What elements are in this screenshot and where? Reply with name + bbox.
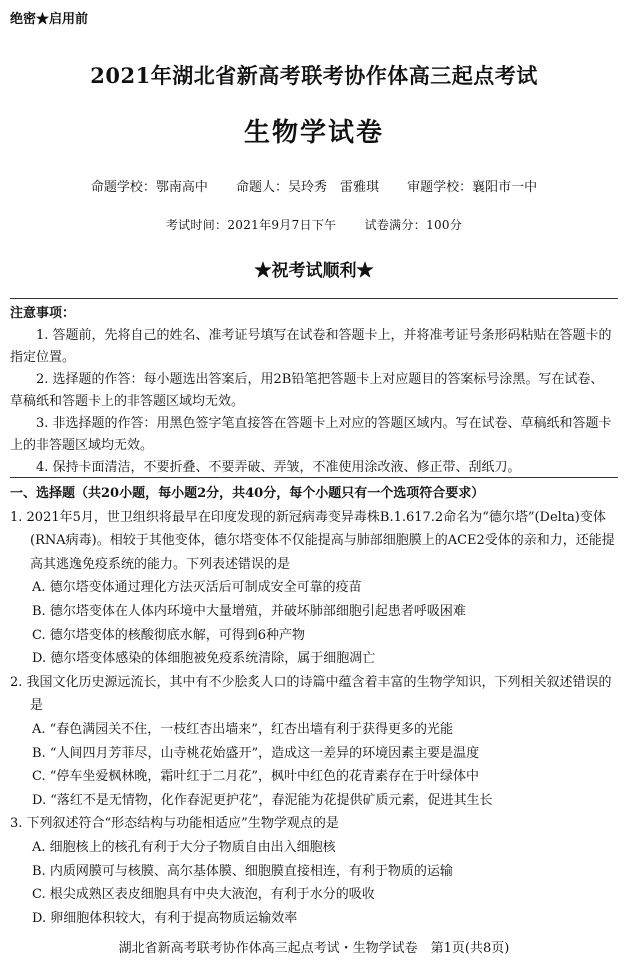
notes-box (10, 303, 616, 479)
confidential-mark: 绝密★启用前 (10, 12, 89, 27)
question-option: D. “落红不是无情物，化作春泥更护花”，春泥能为花提供矿质元素，促进其生长 (32, 792, 493, 808)
note-item: 2. 选择题的作答：每小题选出答案后，用2B铅笔把答题卡上对应题目的答案标号涂黑。写在试卷、草稿纸和答题卡上的非答题区域均无效。 (10, 372, 604, 409)
question-option: B. 内质网膜可与核膜、高尔基体膜、细胞膜直接相连，有利于物质的运输 (32, 863, 453, 879)
review-school: 审题学校：襄阳市一中 (407, 180, 538, 195)
question-option: A. 细胞核上的核孔有利于大分子物质自由出入细胞核 (32, 839, 336, 855)
note-item: 1. 答题前，先将自己的姓名、准考证号填写在试卷和答题卡上，并将准考证号条形码粘贴在答题卡的指定位置。 (10, 328, 612, 365)
note-item: 4. 保持卡面清洁，不要折叠、不要弄破、弄皱，不准使用涂改液、修正带、刮纸刀。 (36, 460, 521, 475)
question-option: D. 卵细胞体积较大，有利于提高物质运输效率 (32, 910, 298, 926)
author-people: 命题人：吴玲秀 雷雅琪 (235, 180, 379, 195)
question-option: A. “春色满园关不住，一枝红杏出墙来”，红杏出墙有利于获得更多的光能 (32, 721, 453, 737)
question-stem: 1. 2021年5月，世卫组织将最早在印度发现的新冠病毒变异毒株B.1.617.2命名为“德尔塔”(Delta)变体(RNA病毒)。相较于其他变体，德尔塔变体不仅能提高与肺部细胞膜上的ACE2受体的亲和力，还能提高其逃逸免疫系统的能力。下列表述错误的是 (10, 509, 615, 572)
question-stem: 3. 下列叙述符合“形态结构与功能相适应”生物学观点的是 (10, 816, 339, 832)
exam-time: 考试时间：2021年9月7日下午 (165, 218, 337, 232)
question-stem: 2. 我国文化历史源远流长，其中有不少脍炙人口的诗篇中蕴含着丰富的生物学知识，下列相关叙述错误的是 (10, 674, 612, 714)
question-option: C. 德尔塔变体的核酸彻底水解，可得到6种产物 (32, 627, 306, 643)
subject-title: 生物学试卷 (243, 118, 384, 148)
question-option: C. 根尖成熟区表皮细胞具有中央大液泡，有利于水分的吸收 (32, 887, 375, 903)
divider-top (10, 298, 618, 299)
good-luck-banner: ★祝考试顺利★ (254, 261, 374, 281)
divider-bottom (10, 477, 618, 478)
question-option: A. 德尔塔变体通过理化方法灭活后可制成安全可靠的疫苗 (32, 580, 362, 596)
note-item: 3. 非选择题的作答：用黑色签字笔直接答在答题卡上对应的答题区域内。写在试卷、草稿纸和答题卡上的非答题区域均无效。 (10, 416, 612, 453)
question-option: B. “人间四月芳菲尽，山寺桃花始盛开”，造成这一差异的环境因素主要是温度 (32, 745, 480, 761)
full-score: 试卷满分：100分 (364, 218, 463, 232)
notes-heading: 注意事项： (10, 306, 76, 321)
authors-line (0, 176, 628, 195)
author-school: 命题学校：鄂南高中 (90, 180, 208, 195)
page-footer: 湖北省新高考联考协作体高三起点考试・生物学试卷 第1页(共8页) (118, 941, 510, 956)
question-option: D. 德尔塔变体感染的体细胞被免疫系统清除，属于细胞凋亡 (32, 651, 376, 667)
section-heading: 一、选择题（共20小题，每小题2分，共40分，每个小题只有一个选项符合要求） (10, 486, 485, 501)
question-option: C. “停车坐爱枫林晚，霜叶红于二月花”，枫叶中红色的花青素存在于叶绿体中 (32, 769, 480, 785)
exam-info-line (0, 216, 628, 233)
exam-title: 2021年湖北省新高考联考协作体高三起点考试 (90, 63, 538, 88)
question-option: B. 德尔塔变体在人体内环境中大量增殖，并破坏肺部细胞引起患者呼吸困难 (32, 603, 466, 619)
questions-area (10, 482, 616, 930)
